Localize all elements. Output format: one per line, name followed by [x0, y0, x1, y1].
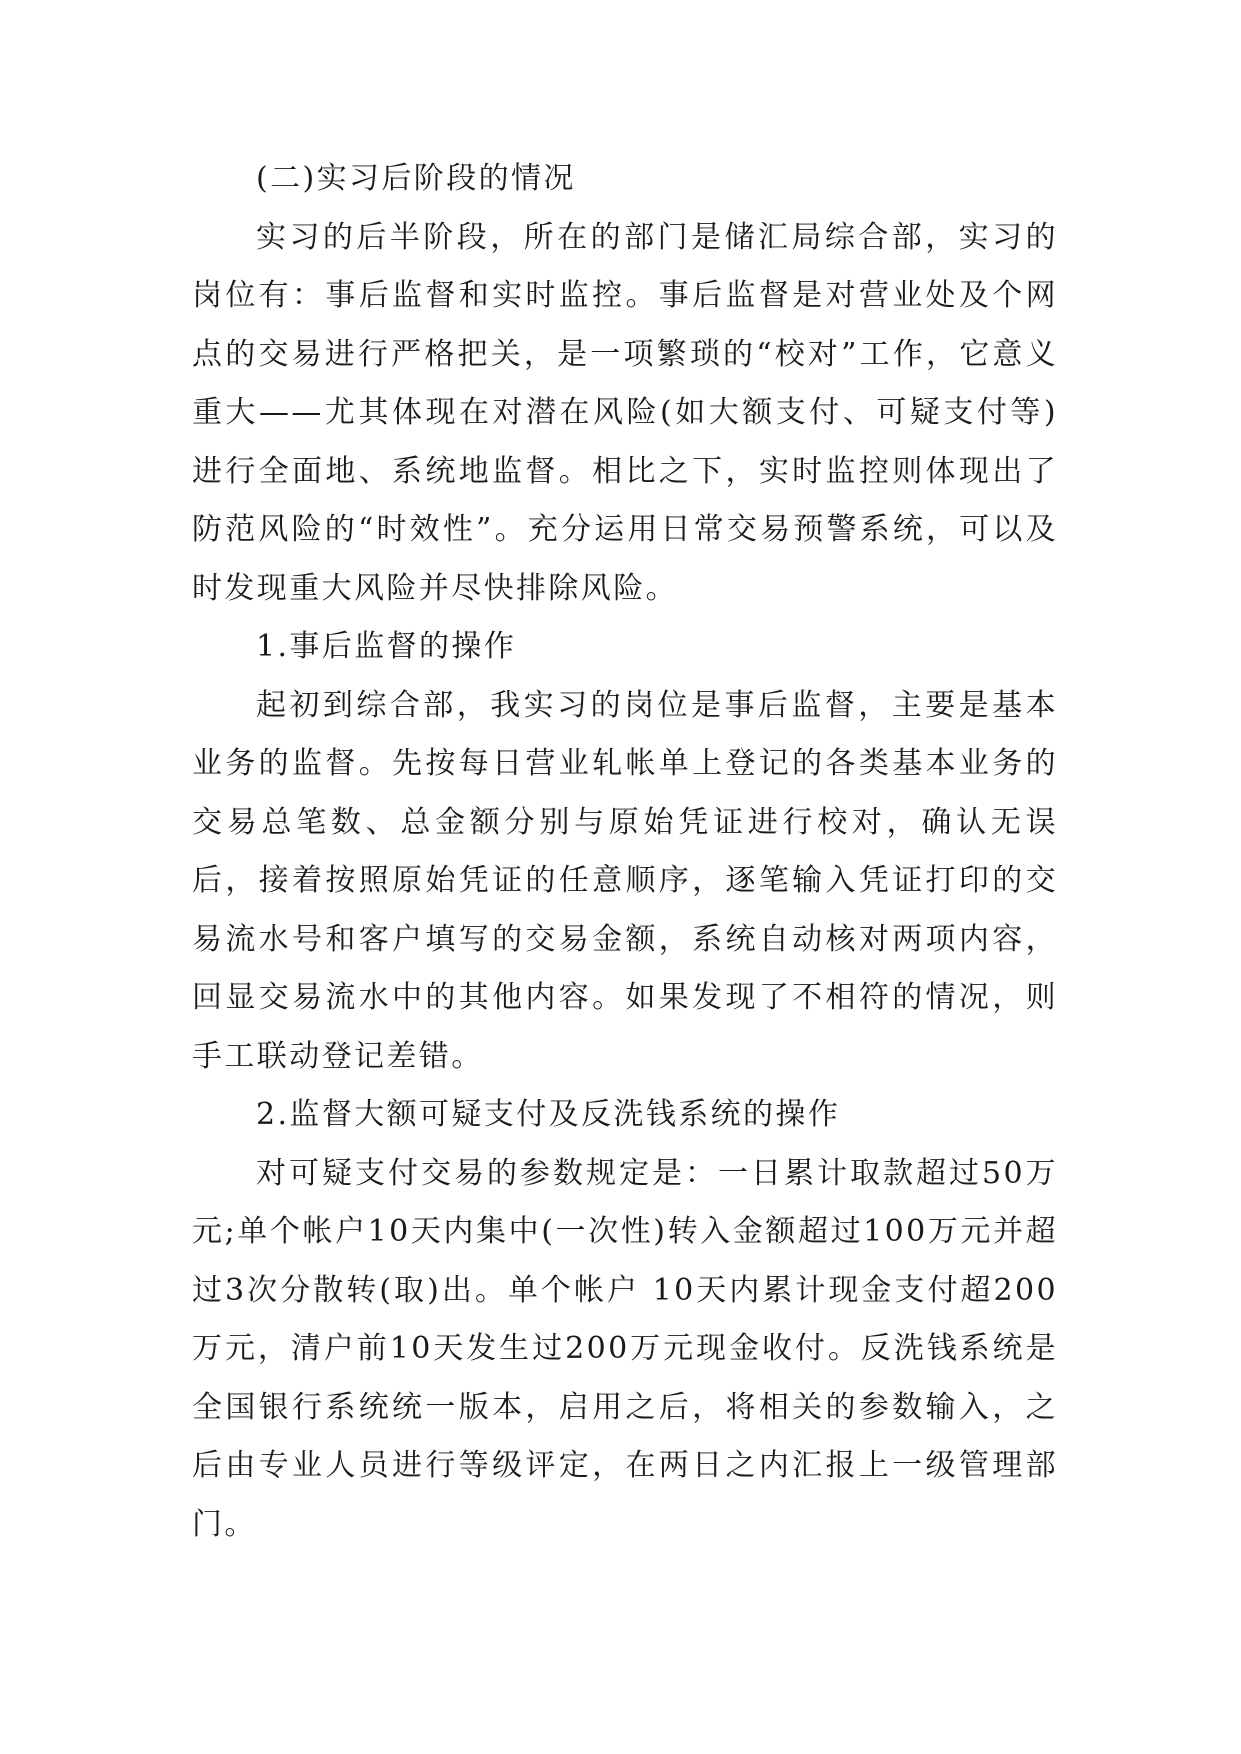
sub-heading-1: 1.事后监督的操作: [256, 629, 517, 664]
paragraph-2: 起初到综合部，我实习的岗位是事后监督，主要是基本业务的监督。先按每日营业轧帐单上登记的各类基本业务的交易总笔数、总金额分别与原始凭证进行校对，确认无误后，接着按照原始凭证的任意顺序，逐笔输入凭证打印的交易流水号和客户填写的交易金额，系统自动核对两项内容，回显交易流水中的其他内容。如果发现了不相符的情况，则手工联动登记差错。: [192, 687, 1058, 1074]
paragraph-3: 对可疑支付交易的参数规定是：一日累计取款超过50万元;单个帐户10天内集中(一次性)转入金额超过100万元并超过3次分散转(取)出。单个帐户 10天内累计现金支付超200万元，清户前10天发生过200万元现金收付。反洗钱系统是全国银行系统统一版本，启用之后，将相关的参数输入，之后由专业人员进行等级评定，在两日之内汇报上一级管理部门。: [192, 1155, 1058, 1542]
document-page: [192, 150, 1058, 1554]
section-heading: (二)实习后阶段的情况: [256, 161, 576, 196]
sub-heading-2: 2.监督大额可疑支付及反洗钱系统的操作: [256, 1097, 841, 1132]
paragraph-1: 实习的后半阶段，所在的部门是储汇局综合部，实习的岗位有：事后监督和实时监控。事后监督是对营业处及个网点的交易进行严格把关，是一项繁琐的“校对”工作，它意义重大——尤其体现在对潜在风险(如大额支付、可疑支付等)进行全面地、系统地监督。相比之下，实时监控则体现出了防范风险的“时效性”。充分运用日常交易预警系统，可以及时发现重大风险并尽快排除风险。: [192, 219, 1058, 606]
